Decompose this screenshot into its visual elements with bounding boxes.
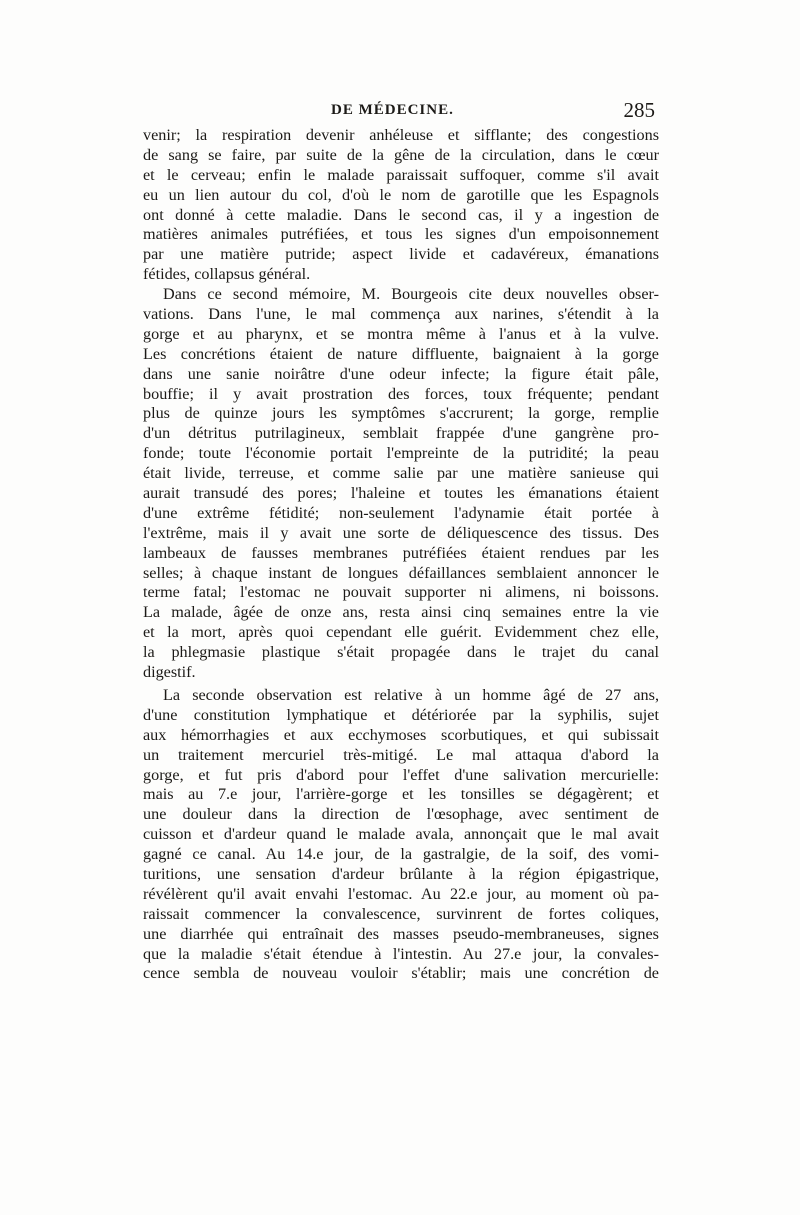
paragraph-end-line: digestif.: [143, 663, 196, 682]
text-line: gagné ce canal. Au 14.e jour, de la gastralgie, de la soif, des vomi-: [143, 845, 659, 864]
text-line: terme fatal; l'estomac ne pouvait supporter ni alimens, ni boissons.: [143, 583, 659, 602]
text-line: gorge, et fut pris d'abord pour l'effet d'une salivation mercurielle:: [143, 765, 659, 784]
text-line: plus de quinze jours les symptômes s'accrurent; la gorge, remplie: [143, 404, 659, 423]
text-line: une diarrhée qui entraînait des masses pseudo-membraneuses, signes: [143, 924, 659, 943]
text-line: révélèrent qu'il avait envahi l'estomac. Au 22.e jour, au moment où pa-: [143, 884, 659, 903]
text-line: d'une extrême fétidité; non-seulement l'adynamie était portée à: [143, 503, 659, 522]
text-line: et la mort, après quoi cependant elle guérit. Evidemment chez elle,: [143, 623, 659, 642]
text-line: raissait commencer la convalescence, survinrent de fortes coliques,: [143, 904, 659, 923]
text-line: aurait transudé des pores; l'haleine et toutes les émanations étaient: [143, 484, 659, 503]
paragraph-start-line: La seconde observation est relative à un homme âgé de 27 ans,: [163, 685, 659, 704]
paragraph-end-line: fétides, collapsus général.: [143, 265, 311, 284]
page-number: 285: [623, 98, 655, 122]
text-line: mais au 7.e jour, l'arrière-gorge et les tonsilles se dégagèrent; et: [143, 785, 659, 804]
running-head: DE MÉDECINE.: [331, 102, 454, 118]
body-text: [143, 126, 659, 984]
text-line: La malade, âgée de onze ans, resta ainsi cinq semaines entre la vie: [143, 603, 659, 622]
paragraph-start-line: Dans ce second mémoire, M. Bourgeois cite deux nouvelles obser-: [163, 285, 659, 304]
text-line: ont donné à cette maladie. Dans le second cas, il y a ingestion de: [143, 205, 659, 224]
text-line: cuisson et d'ardeur quand le malade avala, annonçait que le mal avait: [143, 825, 659, 844]
text-line: dans une sanie noirâtre d'une odeur infecte; la figure était pâle,: [143, 364, 659, 383]
text-line: la phlegmasie plastique s'était propagée dans le trajet du canal: [143, 643, 659, 662]
text-line: turitions, une sensation d'ardeur brûlante à la région épigastrique,: [143, 864, 659, 883]
text-line: gorge et au pharynx, et se montra même à l'anus et à la vulve.: [143, 324, 659, 343]
text-line: était livide, terreuse, et comme salie par une matière sanieuse qui: [143, 464, 659, 483]
text-line: lambeaux de fausses membranes putréfiées étaient rendues par les: [143, 543, 659, 562]
text-line: que la maladie s'était étendue à l'intestin. Au 27.e jour, la convales-: [143, 944, 659, 963]
text-line: cence sembla de nouveau vouloir s'établir; mais une concrétion de: [143, 964, 659, 983]
text-line: aux hémorrhagies et aux ecchymoses scorbutiques, et qui subissait: [143, 725, 659, 744]
text-line: Les concrétions étaient de nature diffluente, baignaient à la gorge: [143, 344, 659, 363]
text-line: de sang se faire, par suite de la gêne de la circulation, dans le cœur: [143, 145, 659, 164]
text-line: matières animales putréfiées, et tous les signes d'un empoisonnement: [143, 225, 659, 244]
text-line: un traitement mercuriel très-mitigé. Le mal attaqua d'abord la: [143, 745, 659, 764]
page-header: [145, 98, 655, 124]
text-line: d'un détritus putrilagineux, semblait frappée d'une gangrène pro-: [143, 424, 659, 443]
text-line: venir; la respiration devenir anhéleuse et sifflante; des congestions: [143, 126, 659, 144]
text-line: vations. Dans l'une, le mal commença aux narines, s'étendit à la: [143, 305, 659, 324]
text-line: bouffie; il y avait prostration des forces, toux fréquente; pendant: [143, 384, 659, 403]
text-line: et le cerveau; enfin le malade paraissait suffoquer, comme s'il avait: [143, 165, 659, 184]
text-line: eu un lien autour du col, d'où le nom de garotille que les Espagnols: [143, 185, 659, 204]
text-line: par une matière putride; aspect livide et cadavéreux, émanations: [143, 245, 659, 264]
text-line: fonde; toute l'économie portait l'empreinte de la putridité; la peau: [143, 444, 659, 463]
text-line: une douleur dans la direction de l'œsophage, avec sentiment de: [143, 805, 659, 824]
text-line: d'une constitution lymphatique et détériorée par la syphilis, sujet: [143, 705, 659, 724]
text-line: l'extrême, mais il y avait une sorte de déliquescence des tissus. Des: [143, 523, 659, 542]
text-line: selles; à chaque instant de longues défaillances semblaient annoncer le: [143, 563, 659, 582]
